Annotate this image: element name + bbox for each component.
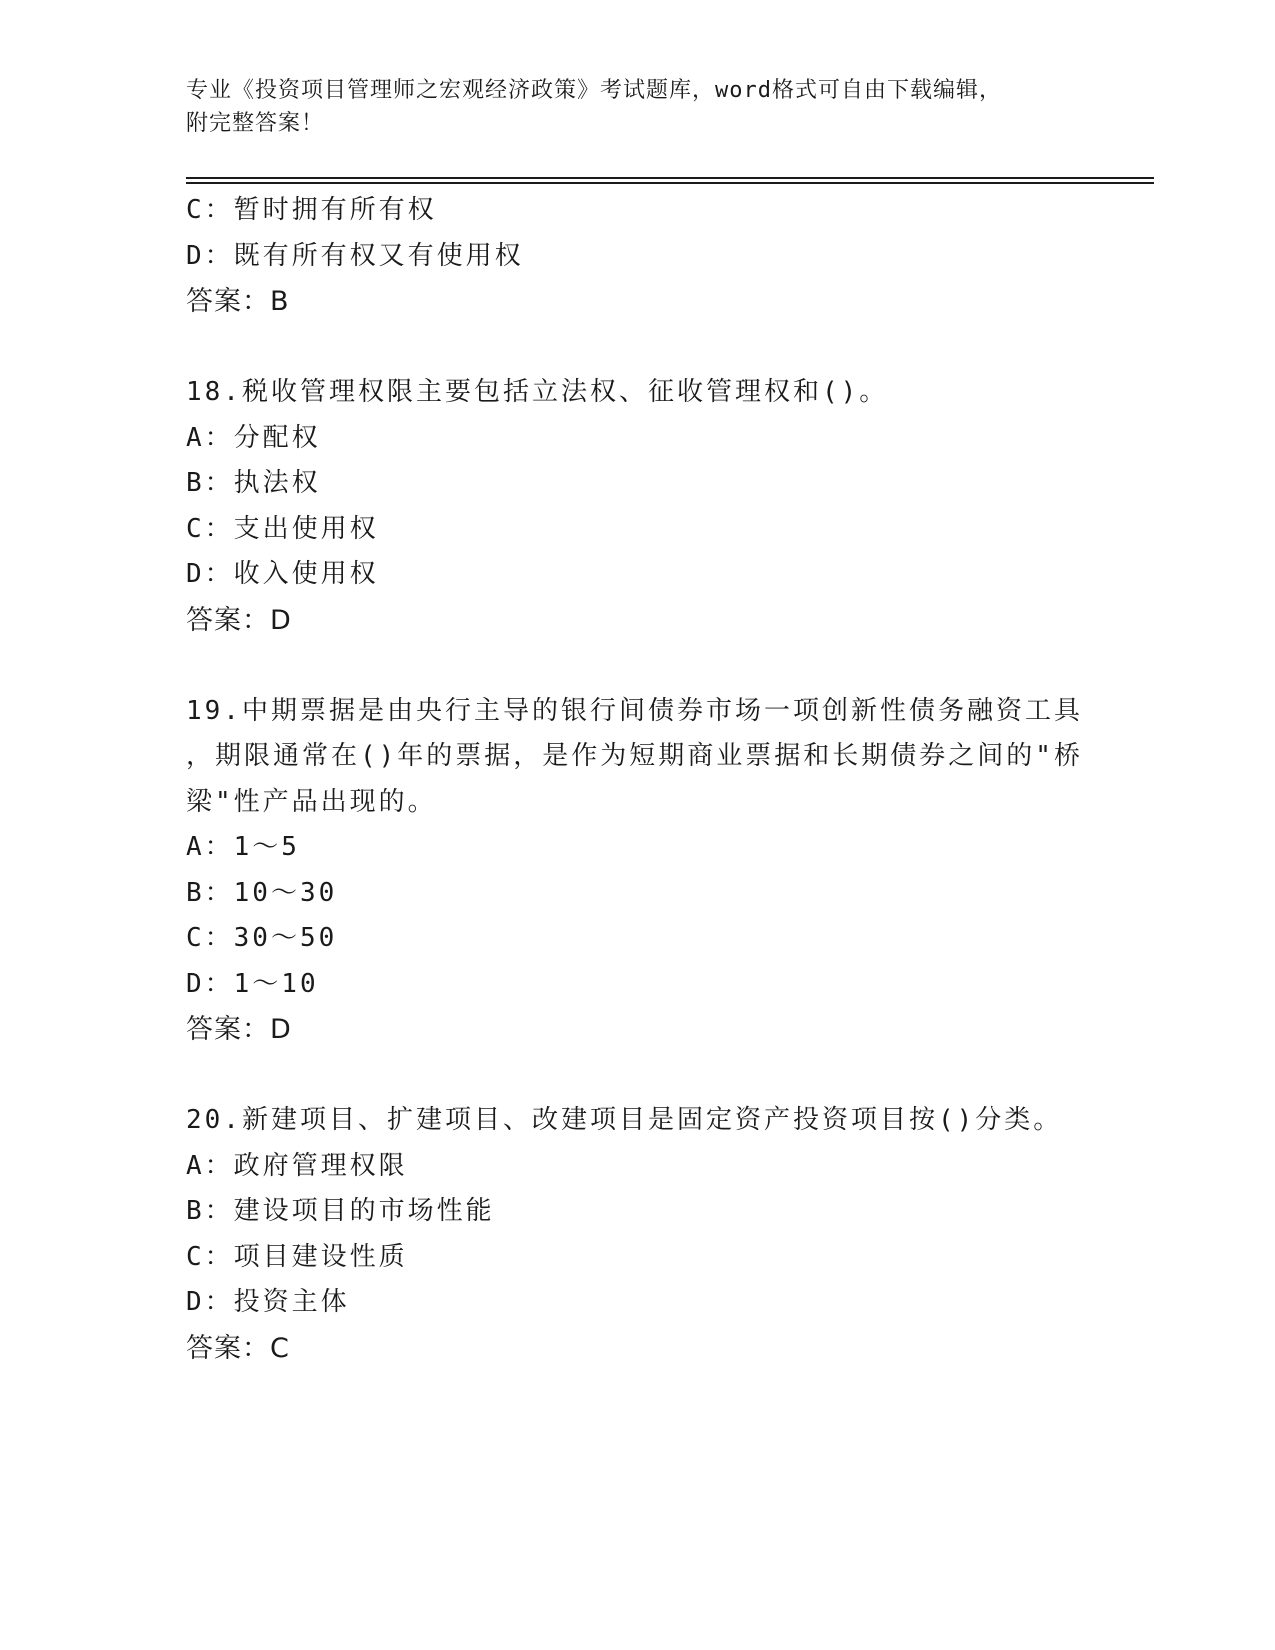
option-d: D：投资主体 [186, 1287, 350, 1317]
option-d: D：既有所有权又有使用权 [186, 240, 524, 271]
option-c: C：支出使用权 [186, 513, 379, 544]
question-stem-line-3: 梁"性产品出现的。 [186, 786, 437, 817]
question-list [186, 188, 1086, 1371]
option-a: A：政府管理权限 [186, 1150, 408, 1181]
question-block [186, 188, 1086, 325]
option-c: C：30～50 [186, 923, 338, 953]
option-d: D：1～10 [186, 968, 319, 999]
header-line-2: 附完整答案！ [186, 111, 325, 136]
option-c: C：项目建设性质 [186, 1241, 408, 1272]
question-stem-line-1: 19.中期票据是由央行主导的银行间债券市场一项创新性债务融资工具 [186, 695, 1083, 726]
question-block [186, 689, 1086, 1053]
question-stem: 20.新建项目、扩建项目、改建项目是固定资产投资项目按()分类。 [186, 1105, 1063, 1135]
answer-line: 答案：D [186, 1014, 292, 1045]
option-b: B：建设项目的市场性能 [186, 1196, 495, 1226]
question-block [186, 1098, 1086, 1371]
answer-line: 答案：C [186, 1332, 290, 1364]
question-stem: 18.税收管理权限主要包括立法权、征收管理权和()。 [186, 377, 889, 407]
page-header [186, 74, 1066, 140]
answer-line: 答案：D [186, 604, 292, 636]
spacer [186, 643, 1086, 689]
option-a: A：1～5 [186, 832, 300, 862]
option-b: B：10～30 [186, 877, 338, 908]
header-divider-bottom [186, 182, 1154, 184]
spacer [186, 1053, 1086, 1099]
option-c: C：暂时拥有所有权 [186, 195, 437, 225]
header-divider-top [186, 177, 1154, 179]
header-line-1: 专业《投资项目管理师之宏观经济政策》考试题库，word格式可自由下载编辑， [186, 78, 1002, 103]
option-d: D：收入使用权 [186, 559, 379, 589]
spacer [186, 325, 1086, 371]
question-stem-line-2: ，期限通常在()年的票据，是作为短期商业票据和长期债券之间的"桥 [186, 741, 1083, 771]
answer-line: 答案：B [186, 286, 290, 317]
option-a: A：分配权 [186, 422, 321, 453]
option-b: B：执法权 [186, 468, 321, 498]
question-block [186, 370, 1086, 643]
